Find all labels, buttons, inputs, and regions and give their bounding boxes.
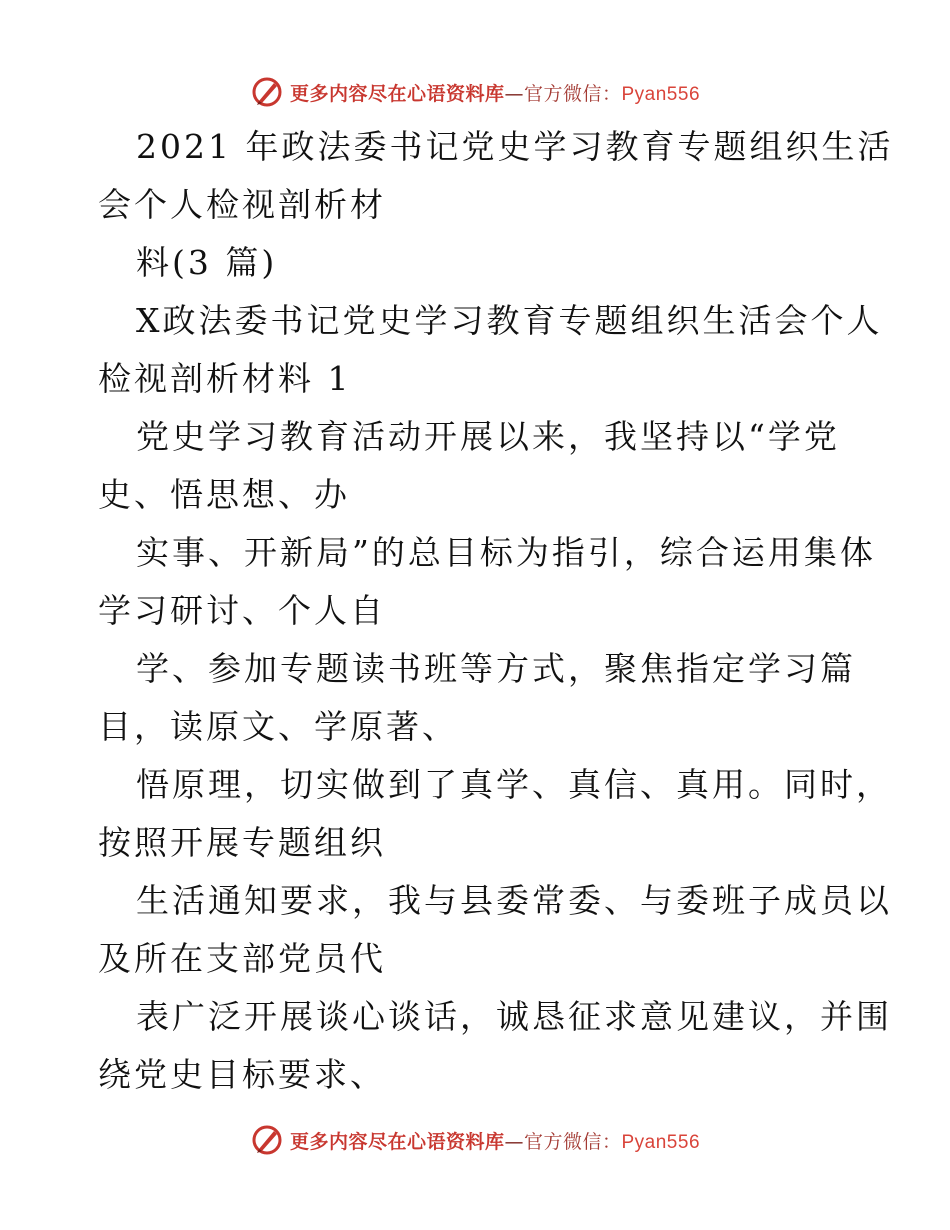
watermark-wechat-id: Pyan556	[621, 83, 701, 105]
text-line: 按照开展专题组织	[98, 823, 386, 862]
text-line: 检视剖析材料 1	[98, 359, 352, 398]
watermark-wechat-label: 官方微信：	[523, 1130, 622, 1153]
watermark-site-text: 更多内容尽在心语资料库	[289, 82, 505, 105]
text-line: 实事、开新局”的总目标为指引，综合运用集体	[136, 533, 876, 572]
text-line: 生活通知要求，我与县委常委、与委班子成员以	[136, 881, 892, 920]
watermark-dash: —	[504, 82, 524, 105]
watermark-wechat-label: 官方微信：	[523, 82, 622, 105]
document-body	[98, 118, 894, 1104]
quill-logo-icon	[250, 75, 284, 109]
text-line: 表广泛开展谈心谈话，诚恳征求意见建议，并围	[136, 997, 892, 1036]
text-line: 史、悟思想、办	[98, 475, 350, 514]
footer-watermark	[0, 1120, 950, 1160]
text-line: 悟原理，切实做到了真学、真信、真用。同时，	[136, 765, 892, 804]
watermark-wechat-id: Pyan556	[621, 1131, 701, 1153]
text-line: 会个人检视剖析材	[98, 185, 386, 224]
header-watermark	[0, 72, 950, 112]
text-line: X政法委书记党史学习教育专题组织生活会个人	[136, 301, 883, 340]
text-line: 及所在支部党员代	[98, 939, 386, 978]
text-line: 学习研讨、个人自	[98, 591, 386, 630]
text-line: 党史学习教育活动开展以来，我坚持以“学党	[136, 417, 840, 456]
text-line: 绕党史目标要求、	[98, 1055, 386, 1094]
text-line: 料(3 篇)	[136, 243, 278, 282]
text-line: 学、参加专题读书班等方式，聚焦指定学习篇	[136, 649, 856, 688]
text-line: 目，读原文、学原著、	[98, 707, 458, 746]
watermark-dash: —	[504, 1130, 524, 1153]
text-line: 2021 年政法委书记党史学习教育专题组织生活	[136, 127, 894, 166]
watermark-site-text: 更多内容尽在心语资料库	[289, 1130, 505, 1153]
quill-logo-icon	[250, 1123, 284, 1157]
